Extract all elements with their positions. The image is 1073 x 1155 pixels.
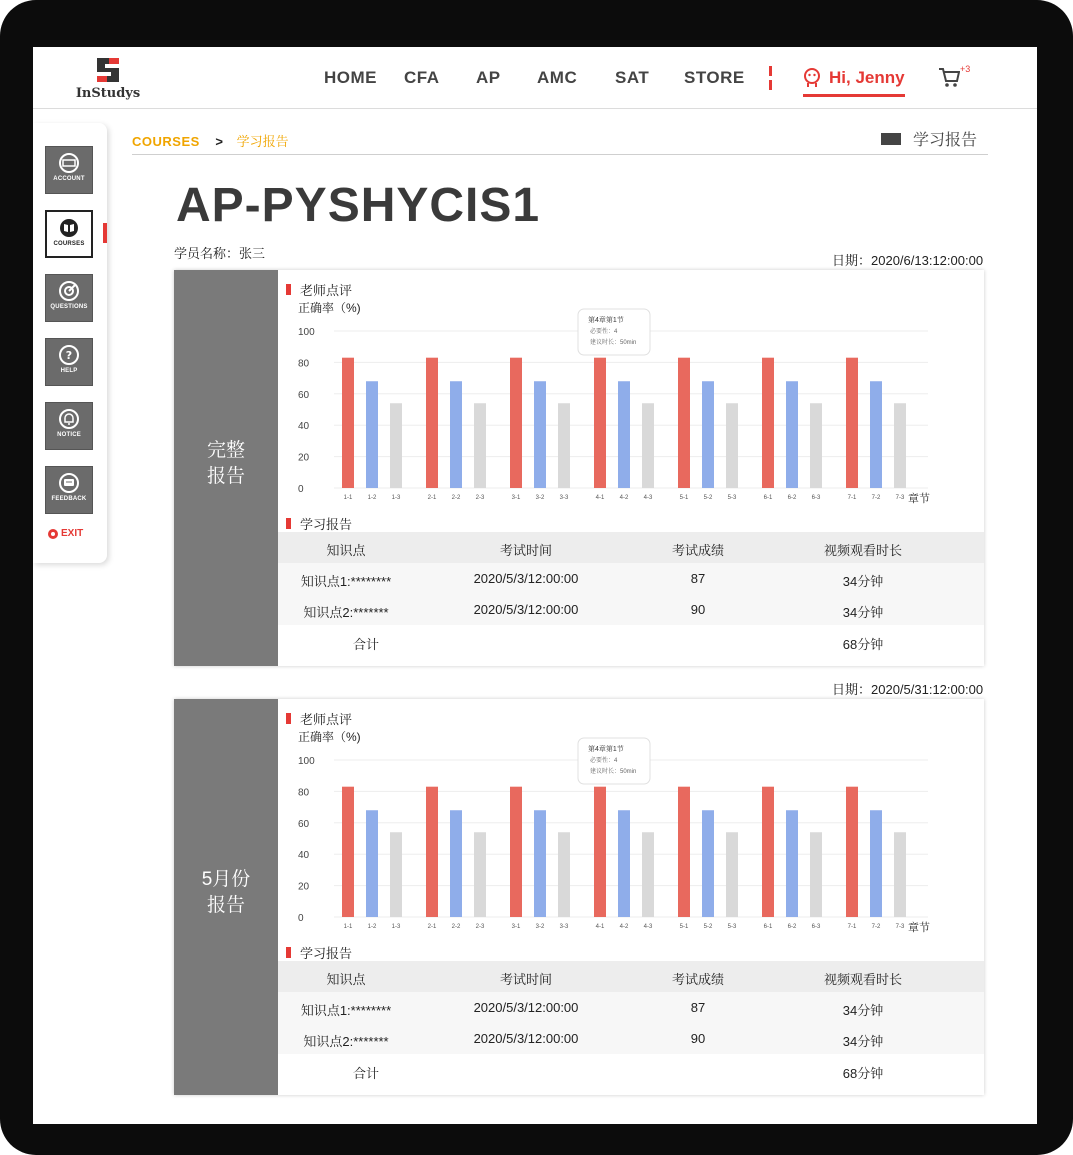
x-tick-label: 7-1: [847, 924, 857, 930]
table-header: [278, 961, 984, 992]
x-tick-label: 6-3: [811, 495, 821, 501]
y-tick-label: 20: [298, 452, 310, 464]
report-side-line2: 报告: [206, 466, 245, 487]
tooltip-title: 第4章第1节: [588, 746, 624, 753]
user-avatar-icon: [803, 68, 821, 88]
exit-button[interactable]: [48, 528, 83, 539]
table-header: [278, 532, 984, 563]
y-tick-label: 40: [298, 850, 310, 862]
bar: [534, 381, 546, 488]
y-tick-label: 40: [298, 421, 310, 433]
tooltip-line: 建议时长：50min: [590, 340, 637, 346]
y-tick-label: 100: [298, 327, 315, 338]
x-tick-label: 5-2: [703, 924, 713, 930]
table-total-row: [278, 1055, 984, 1086]
total-label: 合计: [352, 1066, 379, 1081]
header-cell: 视频观看时长: [823, 543, 902, 558]
user-menu[interactable]: [803, 65, 905, 97]
table-cell: 34分钟: [842, 574, 884, 589]
tooltip-line: 必要性：4: [590, 758, 618, 764]
table-cell: 87: [690, 1000, 706, 1015]
section-square-icon: [881, 133, 901, 145]
bar: [678, 358, 690, 488]
bar: [342, 787, 354, 917]
screen: [33, 47, 1037, 1124]
header-cell: 考试成绩: [671, 972, 724, 987]
sidebar-item-questions[interactable]: [45, 274, 93, 322]
breadcrumb: [132, 131, 289, 150]
bar: [810, 832, 822, 917]
table-row: [278, 1023, 984, 1054]
nav-sat[interactable]: SAT: [615, 68, 650, 87]
x-tick-label: 6-2: [787, 924, 797, 930]
header-cell: 知识点: [326, 972, 366, 987]
section-marker: [286, 518, 291, 529]
x-tick-label: 6-2: [787, 495, 797, 501]
top-header: [33, 47, 1037, 109]
x-tick-label: 1-2: [367, 495, 377, 501]
table-cell: 34分钟: [842, 1003, 884, 1018]
bar: [558, 832, 570, 917]
cart-button[interactable]: [938, 64, 971, 93]
bar: [846, 787, 858, 917]
bar: [894, 832, 906, 917]
report-side-label: [174, 699, 278, 1095]
x-tick-label: 1-1: [343, 924, 353, 930]
x-tick-label: 2-2: [451, 924, 461, 930]
bar: [390, 403, 402, 488]
report-side-line2: 报告: [206, 895, 245, 916]
account-icon: [57, 152, 81, 174]
report-date: 日期：2020/6/13:12:00:00: [832, 253, 984, 268]
study-section-title: [286, 943, 352, 962]
x-tick-label: 7-2: [871, 495, 881, 501]
y-axis-label: 正确率（%): [298, 730, 361, 744]
header-cell: 视频观看时长: [823, 972, 902, 987]
section-label-text: 学习报告: [913, 132, 978, 149]
table-cell: 87: [690, 571, 706, 586]
sidebar-item-notice[interactable]: [45, 402, 93, 450]
bar: [426, 787, 438, 917]
tooltip-title: 第4章第1节: [588, 317, 624, 324]
sidebar-item-account[interactable]: [45, 146, 93, 194]
bar: [474, 832, 486, 917]
bar: [762, 358, 774, 488]
table-cell: 90: [690, 602, 706, 617]
table-row: [278, 992, 984, 1023]
study-title: 学习报告: [300, 946, 353, 961]
report-side-label: [174, 270, 278, 666]
svg-text:?: ?: [65, 349, 73, 362]
total-value: 68分钟: [842, 1066, 884, 1081]
page-title: AP-PYSHYCIS1: [176, 179, 541, 232]
x-tick-label: 5-1: [679, 924, 689, 930]
bar: [474, 403, 486, 488]
bar-chart: [278, 298, 984, 506]
bar: [678, 787, 690, 917]
x-tick-label: 7-3: [895, 924, 905, 930]
table-total-row: [278, 626, 984, 657]
y-tick-label: 100: [298, 756, 315, 767]
bar: [810, 403, 822, 488]
x-tick-label: 3-1: [511, 495, 521, 501]
bar: [702, 381, 714, 488]
breadcrumb-current: 学习报告: [236, 134, 289, 149]
table-cell: 知识点1:********: [300, 1003, 392, 1018]
bar: [366, 381, 378, 488]
x-tick-label: 5-3: [727, 495, 737, 501]
y-tick-label: 20: [298, 881, 310, 893]
section-marker: [286, 947, 291, 958]
nav-amc[interactable]: AMC: [537, 68, 578, 87]
table-cell: 34分钟: [842, 605, 884, 620]
report-side-line1: 完整: [206, 440, 245, 461]
x-tick-label: 2-3: [475, 924, 485, 930]
section-marker: [286, 713, 291, 724]
section-label: [881, 127, 977, 150]
total-value: 68分钟: [842, 637, 884, 652]
sidebar-item-courses[interactable]: [45, 210, 93, 258]
cart-icon: [938, 66, 960, 88]
bar: [618, 381, 630, 488]
y-tick-label: 60: [298, 389, 310, 401]
sidebar-item-help[interactable]: [45, 338, 93, 386]
x-tick-label: 5-3: [727, 924, 737, 930]
x-tick-label: 6-3: [811, 924, 821, 930]
bar: [594, 787, 606, 917]
section-marker: [286, 284, 291, 295]
y-tick-label: 0: [298, 913, 304, 924]
bar: [894, 403, 906, 488]
y-tick-label: 60: [298, 818, 310, 830]
bar-chart: [278, 727, 984, 935]
chart-tooltip: [578, 738, 650, 784]
breadcrumb-separator: >: [215, 134, 224, 149]
help-icon: [57, 344, 81, 366]
chat-icon: [57, 472, 81, 494]
y-axis-label: 正确率（%): [298, 301, 361, 315]
header-cell: 知识点: [326, 543, 366, 558]
comment-title: 老师点评: [300, 712, 353, 727]
x-tick-label: 1-2: [367, 924, 377, 930]
bar: [642, 403, 654, 488]
x-tick-label: 3-1: [511, 924, 521, 930]
y-tick-label: 80: [298, 358, 310, 370]
report-card: [174, 270, 984, 666]
x-tick-label: 4-3: [643, 495, 653, 501]
bar: [702, 810, 714, 917]
bar: [726, 403, 738, 488]
table-cell: 知识点2:*******: [303, 1034, 389, 1049]
x-tick-label: 2-1: [427, 495, 437, 501]
x-tick-label: 2-3: [475, 495, 485, 501]
table-cell: 知识点2:*******: [303, 605, 389, 620]
x-tick-label: 7-3: [895, 495, 905, 501]
x-tick-label: 3-2: [535, 924, 545, 930]
nav-ap[interactable]: AP: [476, 68, 501, 87]
nav-home[interactable]: HOME: [324, 68, 377, 87]
bar: [510, 358, 522, 488]
logo-icon: [93, 56, 123, 84]
header-cell: 考试时间: [499, 972, 552, 987]
breadcrumb-divider: [132, 154, 988, 155]
bar: [594, 358, 606, 488]
x-tick-label: 6-1: [763, 924, 773, 930]
bar: [726, 832, 738, 917]
x-tick-label: 4-3: [643, 924, 653, 930]
x-tick-label: 3-2: [535, 495, 545, 501]
table-cell: 2020/5/3/12:00:00: [473, 1031, 579, 1046]
study-section-title: [286, 514, 352, 533]
bar: [618, 810, 630, 917]
bar: [450, 810, 462, 917]
x-tick-label: 1-3: [391, 495, 401, 501]
x-axis-label: 章节: [908, 493, 930, 505]
user-greeting: Hi, Jenny: [829, 67, 905, 87]
bar: [426, 358, 438, 488]
study-title: 学习报告: [300, 517, 353, 532]
bar: [870, 810, 882, 917]
report-side-line1: 5月份: [201, 869, 251, 890]
header-cell: 考试成绩: [671, 543, 724, 558]
x-tick-label: 6-1: [763, 495, 773, 501]
bar: [510, 787, 522, 917]
bar: [390, 832, 402, 917]
breadcrumb-courses[interactable]: COURSES: [132, 134, 200, 149]
sidebar-item-feedback[interactable]: [45, 466, 93, 514]
sidebar-item-label: HELP: [60, 368, 78, 374]
total-label: 合计: [352, 637, 379, 652]
nav-store[interactable]: STORE: [684, 68, 745, 87]
bar: [870, 381, 882, 488]
x-tick-label: 4-2: [619, 924, 629, 930]
x-tick-label: 4-1: [595, 924, 605, 930]
bell-icon: [57, 408, 81, 430]
active-indicator: [103, 223, 107, 243]
x-tick-label: 5-1: [679, 495, 689, 501]
bar: [846, 358, 858, 488]
table-row: [278, 563, 984, 594]
bar: [762, 787, 774, 917]
table-cell: 90: [690, 1031, 706, 1046]
header-cell: 考试时间: [499, 543, 552, 558]
sidebar-item-label: ACCOUNT: [53, 176, 85, 182]
report-date: 日期：2020/5/31:12:00:00: [832, 682, 984, 697]
table-cell: 34分钟: [842, 1034, 884, 1049]
bar: [558, 403, 570, 488]
comment-title: 老师点评: [300, 283, 353, 298]
x-tick-label: 5-2: [703, 495, 713, 501]
x-tick-label: 3-3: [559, 924, 569, 930]
bar: [366, 810, 378, 917]
bar: [786, 810, 798, 917]
comment-section-title: [286, 709, 352, 728]
sidebar-item-label: COURSES: [53, 241, 85, 247]
x-tick-label: 7-1: [847, 495, 857, 501]
tooltip-line: 必要性：4: [590, 329, 618, 335]
nav-divider: [769, 66, 772, 90]
x-tick-label: 3-3: [559, 495, 569, 501]
chart-tooltip: [578, 309, 650, 355]
bar: [642, 832, 654, 917]
x-tick-label: 2-1: [427, 924, 437, 930]
x-axis-label: 章节: [908, 922, 930, 934]
comment-section-title: [286, 280, 352, 299]
table-row: [278, 594, 984, 625]
table-cell: 2020/5/3/12:00:00: [473, 1000, 579, 1015]
x-tick-label: 7-2: [871, 924, 881, 930]
table-cell: 2020/5/3/12:00:00: [473, 602, 579, 617]
exit-icon: [48, 529, 58, 539]
bar: [342, 358, 354, 488]
report-card: [174, 699, 984, 1095]
tooltip-line: 建议时长：50min: [590, 769, 637, 775]
target-icon: [57, 280, 81, 302]
sidebar-item-label: QUESTIONS: [50, 304, 88, 310]
sidebar-item-label: NOTICE: [57, 432, 81, 438]
bar: [450, 381, 462, 488]
y-tick-label: 0: [298, 484, 304, 495]
table-cell: 2020/5/3/12:00:00: [473, 571, 579, 586]
nav-cfa[interactable]: CFA: [404, 68, 440, 87]
cart-count-badge: +3: [960, 64, 971, 74]
student-name: 学员名称：张三: [174, 246, 266, 261]
sidebar: [33, 123, 107, 563]
logo-text: InStudys: [75, 86, 141, 101]
table-cell: 知识点1:********: [300, 574, 392, 589]
exit-label: EXIT: [61, 528, 84, 539]
sidebar-item-label: FEEDBACK: [51, 496, 87, 502]
y-tick-label: 80: [298, 787, 310, 799]
x-tick-label: 4-2: [619, 495, 629, 501]
x-tick-label: 1-3: [391, 924, 401, 930]
logo[interactable]: [73, 56, 143, 104]
book-icon: [57, 217, 81, 239]
x-tick-label: 4-1: [595, 495, 605, 501]
x-tick-label: 2-2: [451, 495, 461, 501]
bar: [534, 810, 546, 917]
x-tick-label: 1-1: [343, 495, 353, 501]
bar: [786, 381, 798, 488]
